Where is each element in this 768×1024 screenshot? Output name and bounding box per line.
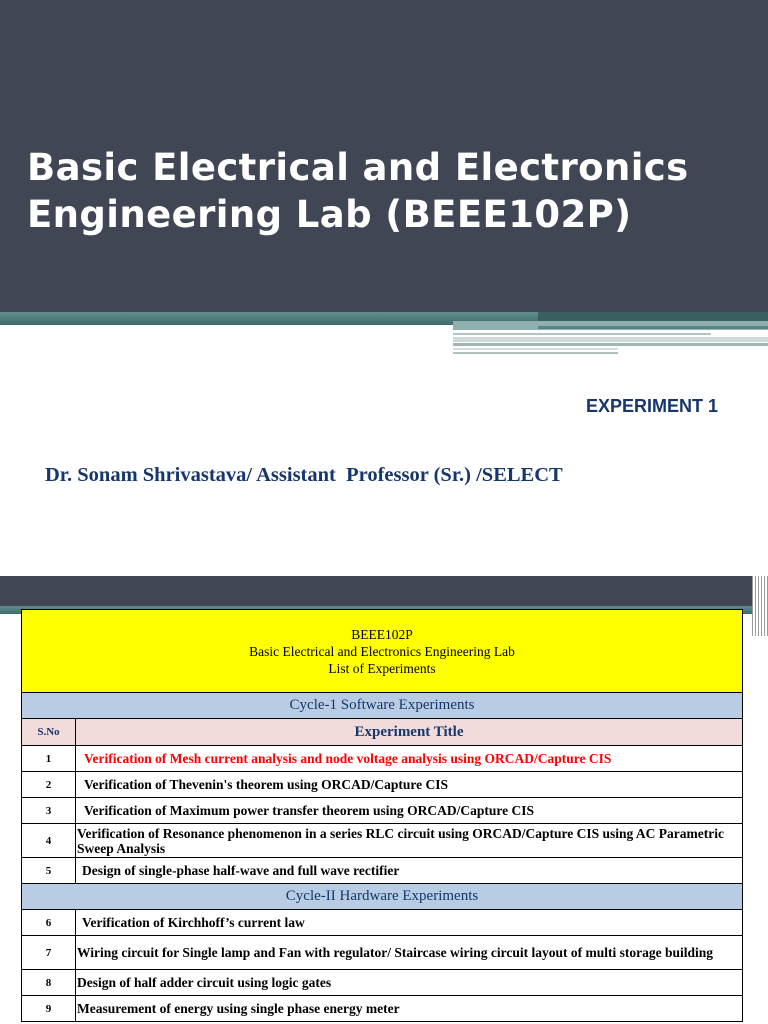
author-line: Dr. Sonam Shrivastava/ Assistant Professor (Sr.) /SELECT (45, 464, 563, 486)
experiment-list-slide (0, 576, 768, 1024)
table-row (22, 798, 743, 824)
cycle2-heading: Cycle-II Hardware Experiments (22, 884, 743, 910)
row-sno: 7 (22, 936, 76, 970)
row-sno: 5 (22, 858, 76, 884)
list-subtitle: List of Experiments (328, 660, 436, 676)
table-row (22, 910, 743, 936)
row-sno: 3 (22, 798, 76, 824)
table-row (22, 936, 743, 970)
table-row (22, 746, 743, 772)
row-title: Verification of Thevenin's theorem using ORCAD/Capture CIS (76, 772, 743, 798)
experiment-label: EXPERIMENT 1 (585, 396, 718, 416)
row-title: Measurement of energy using single phase energy meter (76, 996, 743, 1022)
slide-header-band (0, 576, 768, 606)
sno-column-header: S.No (22, 719, 76, 746)
cycle-row (22, 884, 743, 910)
course-name: Basic Electrical and Electronics Engineering Lab (249, 643, 515, 659)
row-sno: 8 (22, 970, 76, 996)
row-title: Verification of Kirchhoff’s current law (76, 910, 743, 936)
row-sno: 6 (22, 910, 76, 936)
row-title: Design of single-phase half-wave and full wave rectifier (76, 858, 743, 884)
table-header-cell (22, 610, 743, 693)
row-title: Design of half adder circuit using logic gates (76, 970, 743, 996)
table-row (22, 824, 743, 858)
course-code: BEEE102P (351, 626, 413, 642)
table-header-row (22, 610, 743, 693)
row-title: Verification of Mesh current analysis and node voltage analysis using ORCAD/Capture CIS (76, 746, 743, 772)
experiment-table (21, 609, 743, 1022)
decorative-stripes (752, 576, 768, 636)
table-row (22, 970, 743, 996)
slide-title: Basic Electrical and Electronics Engineering Lab (BEEE102P) (27, 146, 689, 236)
cycle1-heading: Cycle-1 Software Experiments (22, 693, 743, 719)
row-sno: 9 (22, 996, 76, 1022)
table-row (22, 996, 743, 1022)
title-column-header: Experiment Title (76, 719, 743, 746)
row-sno: 1 (22, 746, 76, 772)
table-row (22, 772, 743, 798)
row-sno: 4 (22, 824, 76, 858)
row-sno: 2 (22, 772, 76, 798)
cycle-row (22, 693, 743, 719)
row-title: Wiring circuit for Single lamp and Fan with regulator/ Staircase wiring circuit layout of multi storage building (76, 936, 743, 970)
column-header-row (22, 719, 743, 746)
row-title: Verification of Resonance phenomenon in a series RLC circuit using ORCAD/Capture CIS using AC Parametric Sweep Analysis (76, 824, 743, 858)
table-row (22, 858, 743, 884)
row-title: Verification of Maximum power transfer theorem using ORCAD/Capture CIS (76, 798, 743, 824)
